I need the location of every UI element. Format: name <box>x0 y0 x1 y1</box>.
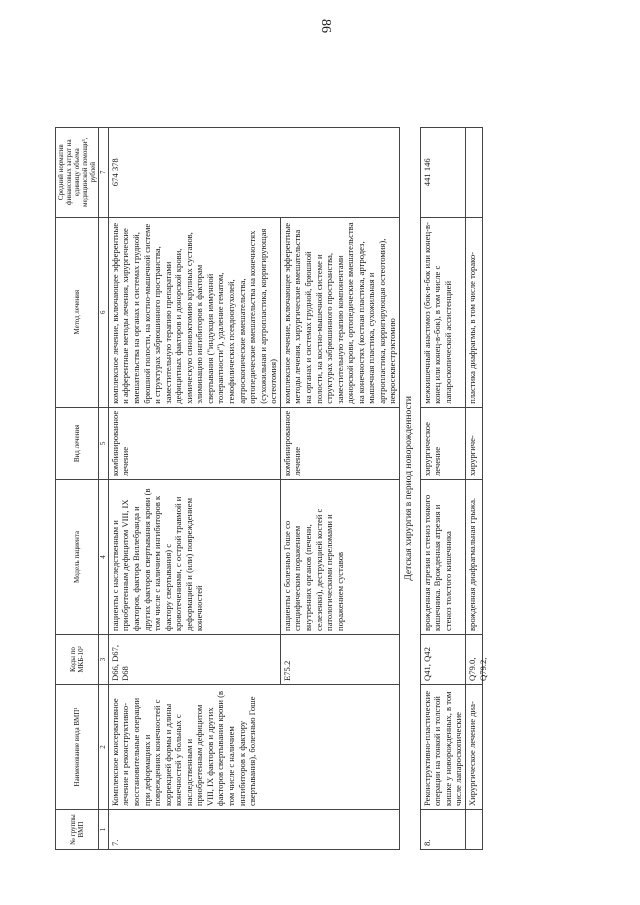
header-icd-codes: Коды по МКБ-10² <box>56 635 99 685</box>
header-group-number: № группы ВМП <box>56 810 99 850</box>
header-treatment-method: Метод лечения <box>56 217 99 407</box>
vmp-name: Реконструктивно-пластические операции на тонкой и толстой кишке у новорожденных, в том числе лапароскопические <box>420 685 465 810</box>
column-index: 3 <box>99 635 109 685</box>
icd-codes: Q41, Q42 <box>420 635 465 685</box>
treatment-type: комбинированное лечение <box>108 407 280 479</box>
group-number: 8. <box>420 810 465 850</box>
treatment-type: хирургическое лечение <box>420 407 465 479</box>
vmp-name: Комплексное консервативное лечение и реконструктивно-восстановительные операции при деформациях и повреждениях конечностей с коррекцией формы и длины конечностей у больных с наследственным и приобретенным дефицитом VIII, IX факторов и других факторов свертывания крови (в том числе с наличием ингибиторов к фактору свертывания), болезнью Гоше <box>108 685 399 810</box>
icd-codes: E75.2 <box>280 635 399 685</box>
column-index: 7 <box>99 127 109 217</box>
treatment-method: межкишечный анастомоз (бок-в-бок или конец-в-конец или конец-в-бок), в том числе с лапароскопической ассистенцией <box>420 217 465 407</box>
column-index-row <box>99 127 109 849</box>
table-row <box>465 127 482 849</box>
treatment-type: комбинированное лечение <box>280 407 399 479</box>
patient-model: врожденная диафрагмальная грыжа. <box>465 480 482 635</box>
cost-value: 674 378 <box>108 127 399 217</box>
header-patient-model: Модель пациента <box>56 480 99 635</box>
header-cost: Средний норматив финансовых затрат на единицу объема медицинской помощи³, рублей <box>56 127 99 217</box>
header-vmp-name: Наименование вида ВМП¹ <box>56 685 99 810</box>
header-row <box>56 127 99 849</box>
page-number: 86 <box>318 19 333 33</box>
column-index: 5 <box>99 407 109 479</box>
section-row <box>400 127 421 849</box>
header-treatment-type: Вид лечения <box>56 407 99 479</box>
section-title: Детская хирургия в период новорожденности <box>400 127 421 849</box>
column-index: 6 <box>99 217 109 407</box>
treatment-method: пластика диафрагмы, в том числе торако- <box>465 217 482 407</box>
cost-value: 441 146 <box>420 127 465 217</box>
vmp-table <box>55 127 488 850</box>
treatment-method: комплексное лечение, включающее эфферентные и афферентные методы лечения, хирургические вмешательства на органах и системах грудной, брюшной полости, на костно-мышечной системе и структурах забрюшинного пространства, заместительную терапию препаратами дефицитных факторов и донорской крови, химическую синовэктомию крупных суставов, элиминацию ингибиторов к факторам свертывания ("индукция иммунной толерантности"), удаление гематом, гемофилических псевдоопухолей, артроскопические вмешательства, ортопедические вмешательства на конечностях (сухожильная и артропластика, корригирующая остеотомия) <box>108 217 280 407</box>
icd-codes: D66, D67, D68 <box>108 635 280 685</box>
patient-model: врожденная атрезия и стеноз тонкого кишечника. Врожденная атрезия и стеноз толстого кишечника <box>420 480 465 635</box>
treatment-method: комплексное лечение, включающее эфферентные методы лечения, хирургические вмешательства на органах и системах грудной, брюшной полости, на костно-мышечной системе и структурах забрюшинного пространства, заместительную терапию компонентами донорской крови, ортопедические вмешательства на конечностях (костная пластика, артродез, мышечная пластика, сухожильная и артропластика, корригирующая остеотомия), некросеквестрэктомию <box>280 217 399 407</box>
patient-model: пациенты с наследственным и приобретенным дефицитом VIII, IX факторов, фактора Виллебранда и других факторов свертывания крови (в том числе с наличием ингибиторов к фактору свертывания) с кровотечениями, с острой травмой и деформацией и (или) повреждением конечностей <box>108 480 280 635</box>
column-index: 1 <box>99 810 109 850</box>
table-row <box>420 127 465 849</box>
treatment-type: хирургиче- <box>465 407 482 479</box>
table-row <box>108 127 280 849</box>
icd-codes: Q79.0, Q79.2, <box>465 635 482 685</box>
group-number <box>465 810 482 850</box>
vmp-name: Хирургическое лечение диа- <box>465 685 482 810</box>
column-index: 4 <box>99 480 109 635</box>
cost-value <box>465 127 482 217</box>
column-index: 2 <box>99 685 109 810</box>
group-number: 7. <box>108 810 399 850</box>
patient-model: пациенты с болезнью Гоше со специфическим поражением внутренних органов (печени, селезенки), деструкцией костей с патологическими переломами и поражением суставов <box>280 480 399 635</box>
